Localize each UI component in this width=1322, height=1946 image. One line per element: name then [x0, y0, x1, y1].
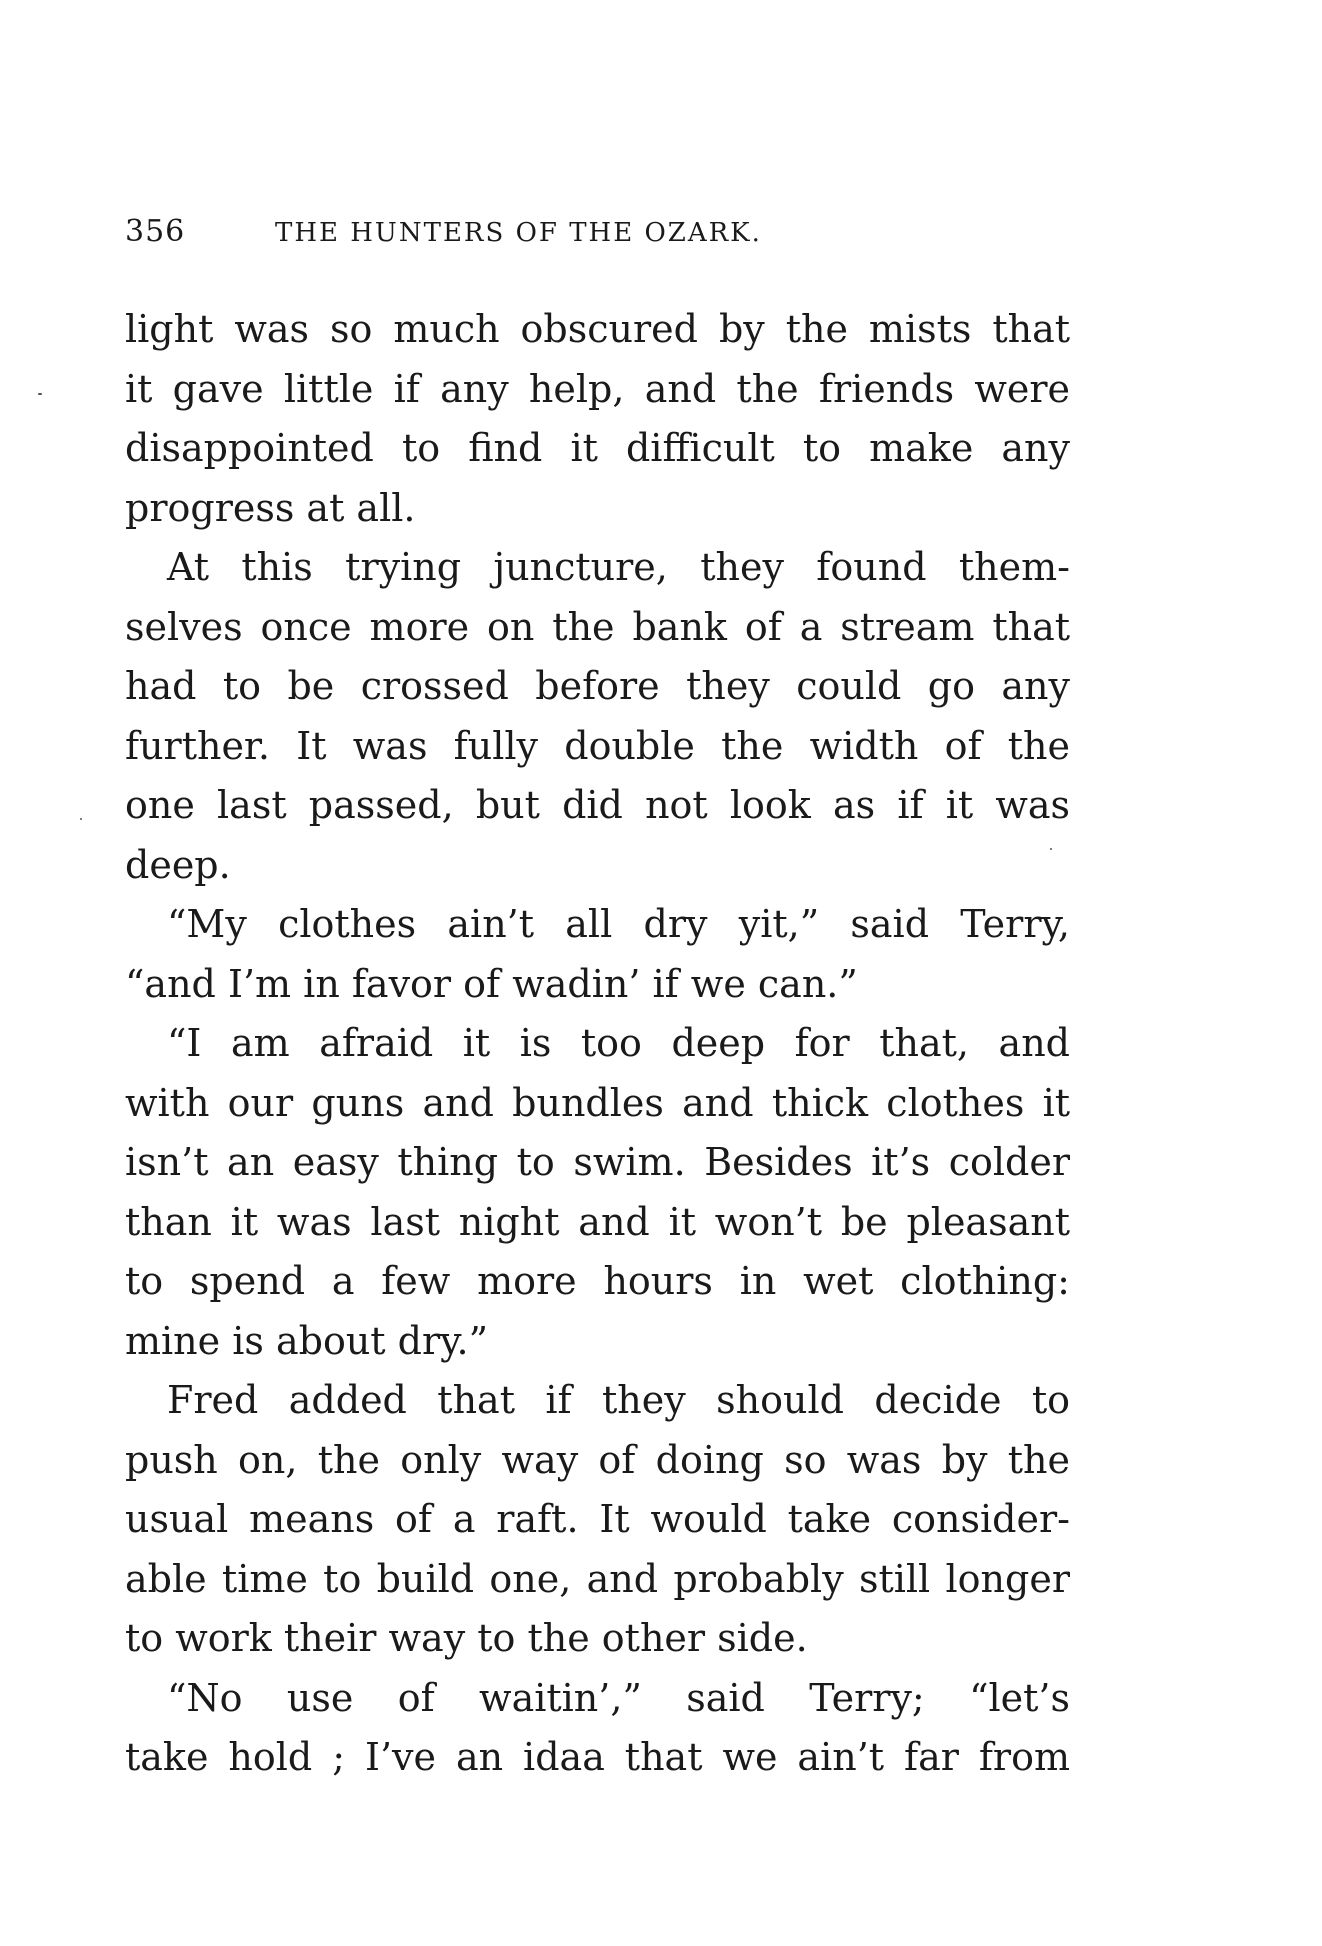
text-line: it gave little if any help, and the friends were [125, 366, 1070, 411]
text-line: to work their way to the other side. [125, 1616, 808, 1660]
text-line: selves once more on the bank of a stream that [125, 604, 1070, 649]
text-line: “and I’m in favor of wadin’ if we can.” [125, 961, 858, 1006]
text-line: further. It was fully double the width of the [125, 723, 1070, 768]
text-line: “My clothes ain’t all dry yit,” said Terry, [167, 902, 1070, 946]
text-line: light was so much obscured by the mists that [125, 307, 1070, 351]
body-text [125, 300, 1070, 1788]
text-line: deep. [125, 842, 231, 887]
text-line: with our guns and bundles and thick clothes it [125, 1080, 1070, 1125]
running-head [125, 212, 895, 252]
paper-speck [80, 818, 82, 820]
text-line: Fred added that if they should decide to [167, 1378, 1070, 1422]
text-line: “I am afraid it is too deep for that, and [167, 1021, 1070, 1065]
text-line: take hold ; I’ve an idaa that we ain’t far from [125, 1735, 1070, 1779]
text-line: progress at all. [125, 485, 416, 530]
paper-speck [1050, 848, 1052, 850]
running-title: THE HUNTERS OF THE OZARK. [275, 218, 762, 248]
text-line: usual means of a raft. It would take consider- [125, 1497, 1070, 1541]
text-line: to spend a few more hours in wet clothing: [125, 1259, 1070, 1303]
page-number: 356 [125, 214, 186, 249]
text-line: one last passed, but did not look as if it was [125, 783, 1070, 827]
text-line: mine is about dry.” [125, 1318, 489, 1363]
text-line: “No use of waitin’,” said Terry; “let’s [167, 1675, 1070, 1720]
paper-speck [38, 393, 42, 395]
text-line: At this trying juncture, they found them- [167, 545, 1070, 589]
text-line: push on, the only way of doing so was by the [125, 1437, 1070, 1482]
text-line: than it was last night and it won’t be pleasant [125, 1199, 1070, 1244]
text-line: had to be crossed before they could go any [125, 664, 1070, 708]
text-line: disappointed to find it difficult to make any [125, 426, 1070, 470]
text-line: isn’t an easy thing to swim. Besides it’s colder [125, 1140, 1070, 1184]
text-line: able time to build one, and probably still longer [125, 1556, 1070, 1601]
